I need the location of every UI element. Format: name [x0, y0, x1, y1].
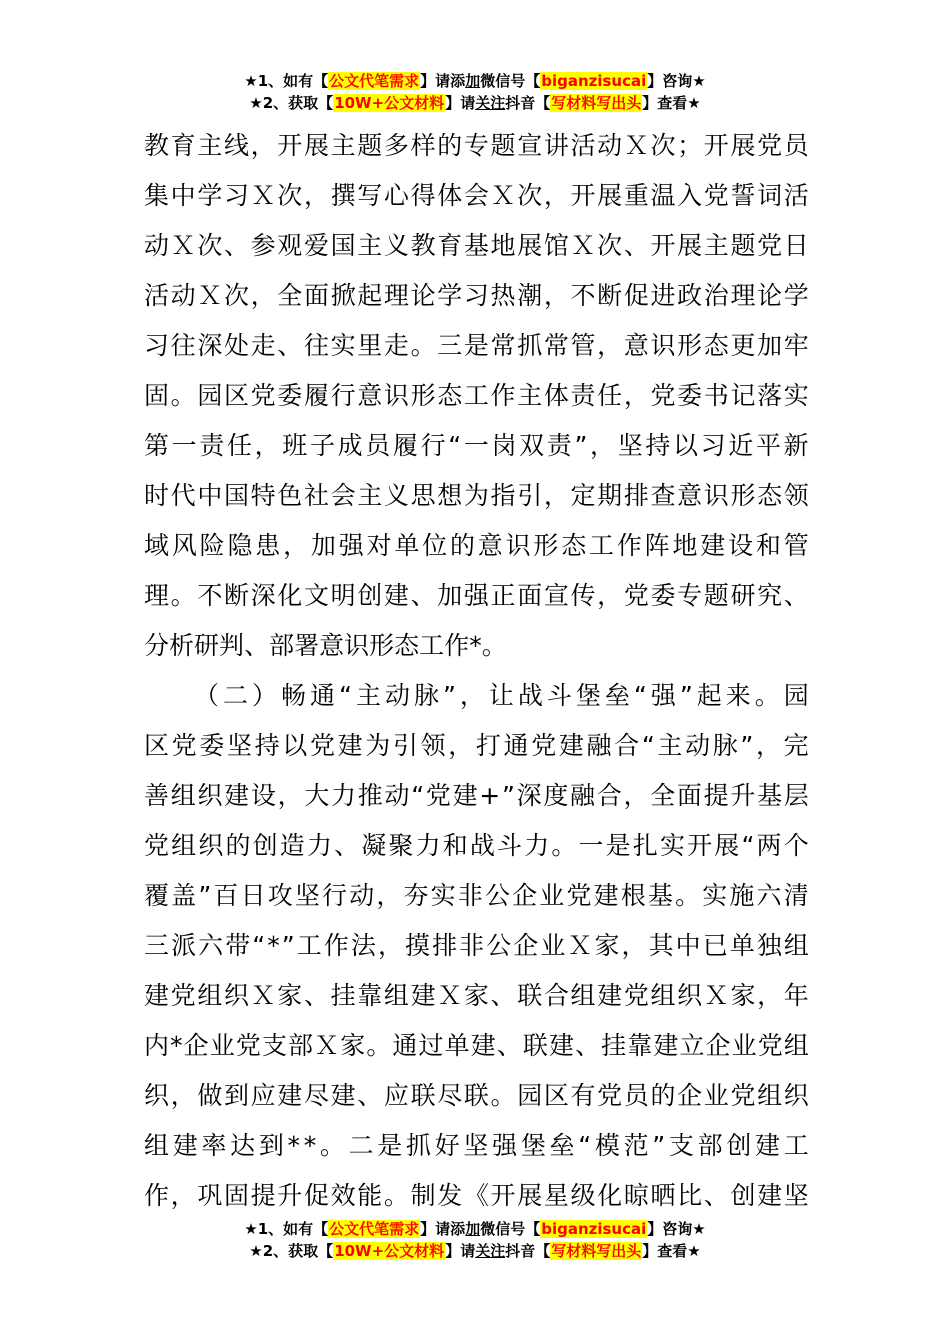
- body-line: 时 代 中 国 特 色 社 会 主 义 思 想 为 指 引 ， 定 期 排 查 意 识 形 态 领: [144, 481, 809, 510]
- highlight-douyin: 写材料写出头: [551, 94, 642, 112]
- body-line: 教 育 主 线 ， 开 展 主 题 多 样 的 专 题 宣 讲 活 动 Ｘ 次 ； 开 展 党 员: [144, 131, 809, 160]
- highlight-wechat-id: biganzisucai: [541, 72, 647, 90]
- body-line: 三 派 六 带 “ * ” 工 作 法 ， 摸 排 非 公 企 业 Ｘ 家 ， 其 中 已 单 独 组: [144, 931, 809, 960]
- highlight-materials: 10W+公文材料: [334, 1242, 445, 1260]
- body-line: 组 建 率 达 到 * * 。 二 是 抓 好 坚 强 堡 垒 “ 模 范 ” 支 部 创 建 工: [144, 1131, 809, 1160]
- body-line: 建 党 组 织 Ｘ 家 、 挂 靠 组 建 Ｘ 家 、 联 合 组 建 党 组 织 Ｘ 家 ， 年: [144, 981, 809, 1010]
- notice-line-1: ★1、如有【公文代笔需求】请添加微信号【biganzisucai】咨询★: [244, 1220, 706, 1238]
- highlight-wechat-id: biganzisucai: [541, 1220, 647, 1238]
- highlight-ghostwriting: 公文代笔需求: [329, 72, 420, 90]
- body-line: 固 。 园 区 党 委 履 行 意 识 形 态 工 作 主 体 责 任 ， 党 委 书 记 落 实: [144, 381, 809, 410]
- body-line: （ 二 ） 畅 通 “ 主 动 脉 ” ， 让 战 斗 堡 垒 “ 强 ” 起 来 。 园: [194, 681, 809, 710]
- notice-line-2: ★2、获取【10W+公文材料】请关注抖音【写材料写出头】查看★: [249, 94, 701, 112]
- body-line: 集 中 学 习 Ｘ 次 ， 撰 写 心 得 体 会 Ｘ 次 ， 开 展 重 温 入 党 誓 词 活: [144, 181, 809, 210]
- body-line: 活 动 Ｘ 次 ， 全 面 掀 起 理 论 学 习 热 潮 ， 不 断 促 进 政 治 理 论 学: [144, 281, 809, 310]
- body-line: 区 党 委 坚 持 以 党 建 为 引 领 ， 打 通 党 建 融 合 “ 主 动 脉 ” ， 完: [144, 731, 809, 760]
- footer-notice: [0, 1218, 950, 1262]
- highlight-materials: 10W+公文材料: [334, 94, 445, 112]
- body-line: 理 。 不 断 深 化 文 明 创 建 、 加 强 正 面 宣 传 ， 党 委 专 题 研 究 、: [144, 581, 809, 610]
- body-line: 习 往 深 处 走 、 往 实 里 走 。 三 是 常 抓 常 管 ， 意 识 形 态 更 加 牢: [144, 331, 809, 360]
- body-line: 善 组 织 建 设 ， 大 力 推 动 “ 党 建 + ” 深 度 融 合 ， 全 面 提 升 基 层: [144, 781, 809, 810]
- notice-line-2: ★2、获取【10W+公文材料】请关注抖音【写材料写出头】查看★: [249, 1242, 701, 1260]
- body-line: 动 Ｘ 次 、 参 观 爱 国 主 义 教 育 基 地 展 馆 Ｘ 次 、 开 展 主 题 党 日: [144, 231, 809, 260]
- notice-line-1: ★1、如有【公文代笔需求】请添加微信号【biganzisucai】咨询★: [244, 72, 706, 90]
- body-line: 织 ， 做 到 应 建 尽 建 、 应 联 尽 联 。 园 区 有 党 员 的 企 业 党 组 织: [144, 1081, 809, 1110]
- body-line: 作 ， 巩 固 提 升 促 效 能 。 制 发 《 开 展 星 级 化 晾 晒 比 、 创 建 坚: [144, 1181, 809, 1210]
- header-notice: [0, 70, 950, 114]
- body-line: 党 组 织 的 创 造 力 、 凝 聚 力 和 战 斗 力 。 一 是 扎 实 开 展 “ 两 个: [144, 831, 809, 860]
- highlight-ghostwriting: 公文代笔需求: [329, 1220, 420, 1238]
- body-line: 域 风 险 隐 患 ， 加 强 对 单 位 的 意 识 形 态 工 作 阵 地 建 设 和 管: [144, 531, 809, 560]
- body-line: 第 一 责 任 ， 班 子 成 员 履 行 “ 一 岗 双 责 ” ， 坚 持 以 习 近 平 新: [144, 431, 809, 460]
- body-line: 覆 盖 ” 百 日 攻 坚 行 动 ， 夯 实 非 公 企 业 党 建 根 基 。 实 施 六 清: [144, 881, 809, 910]
- highlight-douyin: 写材料写出头: [551, 1242, 642, 1260]
- body-line: 分 析 研 判 、 部 署 意 识 形 态 工 作 * 。: [144, 631, 507, 660]
- body-line: 内 * 企 业 党 支 部 Ｘ 家 。 通 过 单 建 、 联 建 、 挂 靠 建 立 企 业 党 组: [144, 1031, 809, 1060]
- document-body: [144, 121, 809, 1221]
